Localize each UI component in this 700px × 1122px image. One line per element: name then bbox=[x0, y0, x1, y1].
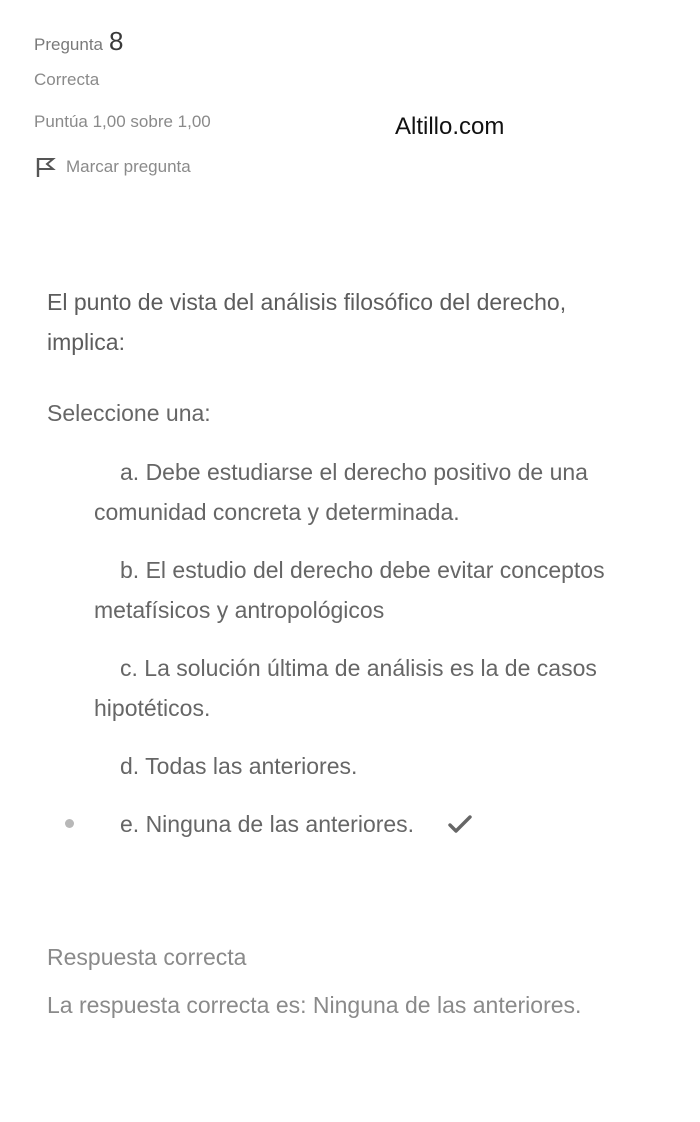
question-grade: Puntúa 1,00 sobre 1,00 bbox=[34, 112, 211, 131]
question-info bbox=[34, 26, 334, 178]
answer-option-e[interactable] bbox=[60, 804, 620, 846]
answer-option-a[interactable] bbox=[60, 452, 620, 532]
answer-radio-b[interactable] bbox=[65, 565, 74, 574]
answer-radio-a[interactable] bbox=[65, 467, 74, 476]
flag-question-label: Marcar pregunta bbox=[66, 157, 191, 176]
answer-text-a: a. Debe estudiarse el derecho positivo de una comunidad concreta y determinada. bbox=[94, 459, 588, 525]
feedback-title: Respuesta correcta bbox=[47, 944, 247, 970]
answer-option-b[interactable] bbox=[60, 550, 620, 630]
check-icon bbox=[422, 806, 472, 846]
feedback bbox=[47, 944, 607, 1025]
flag-question-button[interactable] bbox=[34, 156, 334, 178]
answer-text-e: e. Ninguna de las anteriores. bbox=[120, 811, 415, 837]
answer-text-wrap-e bbox=[94, 804, 620, 846]
question-state: Correcta bbox=[34, 70, 100, 89]
question-label: Pregunta bbox=[34, 35, 103, 54]
answer-list bbox=[60, 452, 620, 846]
watermark: Altillo.com bbox=[395, 113, 505, 140]
answer-prompt: Seleccione una: bbox=[47, 400, 211, 426]
answer-option-c[interactable] bbox=[60, 648, 620, 728]
answer-option-d[interactable] bbox=[60, 746, 620, 786]
answer-radio-c[interactable] bbox=[65, 663, 74, 672]
answer-radio-e[interactable] bbox=[65, 819, 74, 828]
answer-text-c: c. La solución última de análisis es la de casos hipotéticos. bbox=[94, 655, 597, 721]
flag-icon bbox=[34, 156, 56, 178]
answer-text-d: d. Todas las anteriores. bbox=[120, 753, 358, 779]
answer-text-b: b. El estudio del derecho debe evitar conceptos metafísicos y antropológicos bbox=[94, 557, 605, 623]
feedback-text: La respuesta correcta es: Ninguna de las anteriores. bbox=[47, 992, 582, 1018]
answer-radio-d[interactable] bbox=[65, 761, 74, 770]
question-header bbox=[34, 26, 334, 60]
question-text: El punto de vista del análisis filosófico del derecho, implica: bbox=[47, 289, 567, 355]
question-number: 8 bbox=[109, 26, 124, 56]
